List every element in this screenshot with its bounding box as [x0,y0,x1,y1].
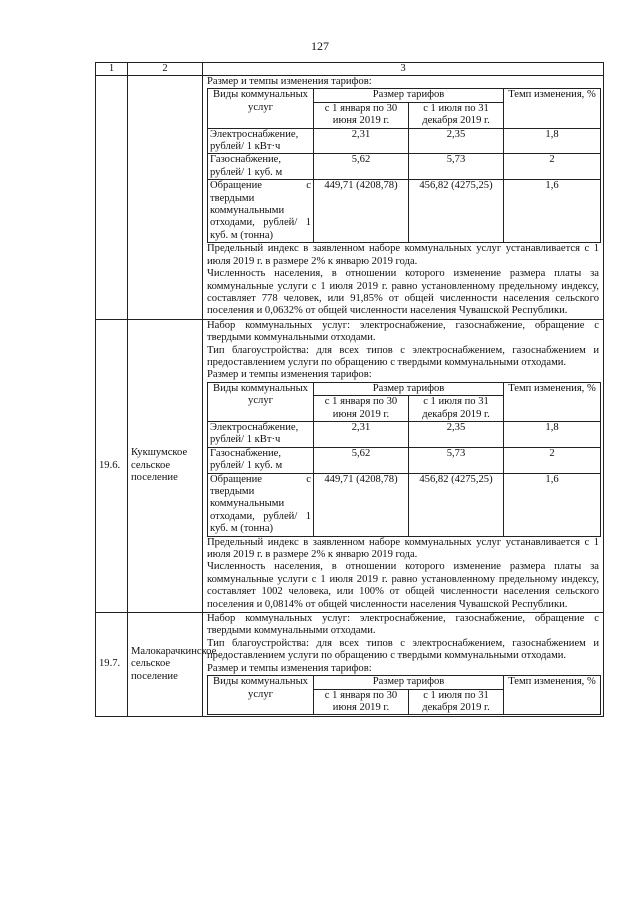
note-paragraph: Численность населения, в отношении которого изменение размера платы за коммунальные услуги с 1 июля 2019 г. равно установленному предельному индексу, составляет 1002 человека, или 100% от общей численности населения сельского поселения и 0,0814% от общей численности населения Чувашской Республики. [207,561,599,610]
tariff-value-period-2: 5,73 [409,447,504,473]
rate-header: Темп изменения, % [504,89,601,128]
tariff-row [208,128,601,154]
service-name: Газоснабжение, рублей/ 1 куб. м [208,447,314,473]
tariff-value-period-1: 5,62 [314,447,409,473]
service-name: Обращение с твердыми коммунальными отходами, рублей/ 1 куб. м (тонна) [208,473,314,536]
kinds-header: Виды коммунальных услуг [208,676,314,715]
period-2-header: с 1 июля по 31 декабря 2019 г. [409,396,504,422]
service-name: Обращение с твердыми коммунальными отходами, рублей/ 1 куб. м (тонна) [208,180,314,243]
tariff-value-period-2: 5,73 [409,154,504,180]
column-number-2: 2 [128,63,203,76]
tariff-table [207,88,601,243]
change-rate: 2 [504,447,601,473]
settlement-name [128,76,203,320]
period-1-header: с 1 января по 30 июня 2019 г. [314,102,409,128]
change-rate: 1,8 [504,128,601,154]
change-rate: 1,6 [504,473,601,536]
tariff-table-title: Размер и темпы изменения тарифов: [207,369,372,381]
row-number [96,76,128,320]
tariff-row [208,421,601,447]
tariff-table-title: Размер и темпы изменения тарифов: [207,76,372,87]
tariff-row [208,180,601,243]
tariff-value-period-1: 449,71 (4208,78) [314,180,409,243]
note-paragraph: Предельный индекс в заявленном наборе коммунальных услуг устанавливается с 1 июля 2019 г. в размере 2% к январю 2019 года. [207,243,599,267]
municipality-row [96,76,604,320]
service-name: Газоснабжение, рублей/ 1 куб. м [208,154,314,180]
tariff-row [208,154,601,180]
intro-paragraph: Тип благоустройства: для всех типов с электроснабжением, газоснабжением и предоставлением услуги по обращению с твердыми коммунальными отходами. [207,637,599,662]
size-header: Размер тарифов [314,382,504,395]
period-1-header: с 1 января по 30 июня 2019 г. [314,396,409,422]
row-number: 19.7. [96,613,128,717]
size-header: Размер тарифов [314,676,504,689]
tariff-value-period-1: 5,62 [314,154,409,180]
period-2-header: с 1 июля по 31 декабря 2019 г. [409,102,504,128]
column-number-3: 3 [203,63,604,76]
settlement-name: Кукшумское сельское поселение [128,319,203,612]
tariff-value-period-2: 456,82 (4275,25) [409,180,504,243]
tariff-value-period-1: 2,31 [314,128,409,154]
tariff-document-table [95,62,604,717]
intro-paragraph: Тип благоустройства: для всех типов с электроснабжением, газоснабжением и предоставлением услуги по обращению с твердыми коммунальными отходами. [207,344,599,368]
municipality-row [96,319,604,612]
tariff-value-period-1: 2,31 [314,421,409,447]
row-content [203,76,604,320]
note-paragraph: Предельный индекс в заявленном наборе коммунальных услуг устанавливается с 1 июля 2019 г. в размере 2% к январю 2019 года. [207,536,599,561]
rate-header: Темп изменения, % [504,382,601,421]
period-2-header: с 1 июля по 31 декабря 2019 г. [409,689,504,715]
tariff-value-period-1: 449,71 (4208,78) [314,473,409,536]
service-name: Электроснабжение, рублей/ 1 кВт·ч [208,421,314,447]
tariff-value-period-2: 2,35 [409,421,504,447]
settlement-name: Малокарачкинское сельское поселение [128,613,203,717]
tariff-table [207,675,601,715]
change-rate: 1,6 [504,180,601,243]
note-paragraph: Численность населения, в отношении которого изменение размера платы за коммунальные услуги с 1 июля 2019 г. равно установленному предельному индексу, составляет 778 человек, или 91,85% от общей численности населения сельского поселения и 0,0632% от общей численности населения Чувашской Республики. [207,268,599,317]
tariff-row [208,447,601,473]
municipality-row [96,613,604,717]
tariff-table [207,382,601,537]
intro-paragraph: Набор коммунальных услуг: электроснабжение, газоснабжение, обращение с твердыми коммунальными отходами. [207,613,599,637]
change-rate: 1,8 [504,421,601,447]
tariff-table-title: Размер и темпы изменения тарифов: [207,662,372,674]
page-number: 127 [311,39,329,53]
row-content [203,319,604,612]
row-number: 19.6. [96,319,128,612]
column-number-row [96,63,604,76]
kinds-header: Виды коммунальных услуг [208,382,314,421]
change-rate: 2 [504,154,601,180]
size-header: Размер тарифов [314,89,504,102]
rate-header: Темп изменения, % [504,676,601,715]
kinds-header: Виды коммунальных услуг [208,89,314,128]
column-number-1: 1 [96,63,128,76]
service-name: Электроснабжение, рублей/ 1 кВт·ч [208,128,314,154]
row-content [203,613,604,717]
intro-paragraph: Набор коммунальных услуг: электроснабжение, газоснабжение, обращение с твердыми коммунальными отходами. [207,319,599,344]
period-1-header: с 1 января по 30 июня 2019 г. [314,689,409,715]
tariff-value-period-2: 2,35 [409,128,504,154]
tariff-row [208,473,601,536]
tariff-value-period-2: 456,82 (4275,25) [409,473,504,536]
